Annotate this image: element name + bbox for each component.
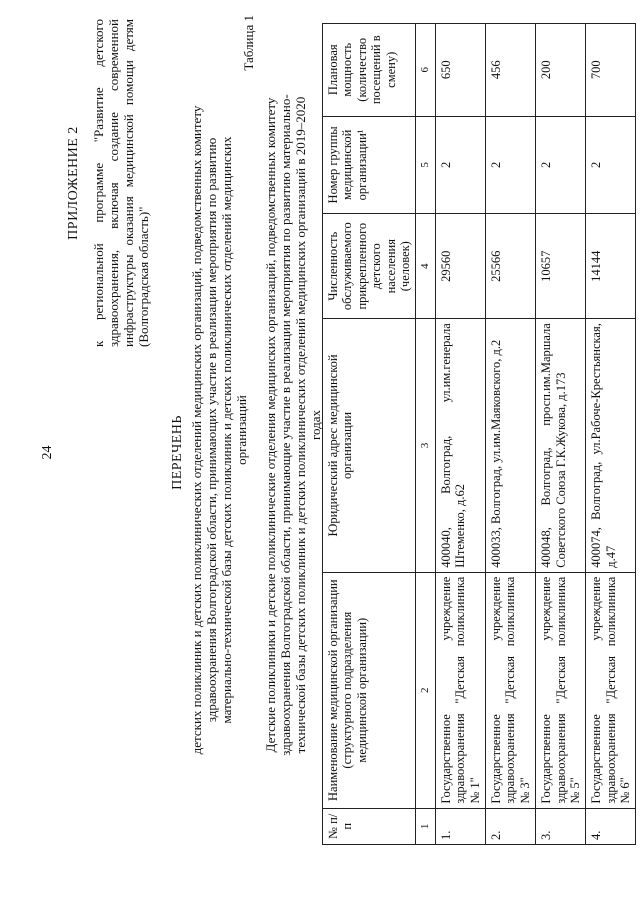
page-number: 24 [40, 445, 55, 460]
column-number: 6 [416, 24, 436, 117]
row-name: Государственное учреждение здравоохранения "Детская поликлиника № 6" [586, 572, 636, 808]
row-num: 2. [486, 808, 536, 844]
table-row [486, 24, 536, 845]
row-capacity: 456 [486, 24, 536, 117]
row-group: 2 [536, 116, 586, 214]
row-capacity: 700 [586, 24, 636, 117]
column-number: 5 [416, 116, 436, 214]
row-address: 400048, Волгоград, просп.им.Маршала Советского Союза Г.К.Жукова, д.173 [536, 319, 586, 573]
organizations-table [322, 23, 636, 845]
table-row [586, 24, 636, 845]
row-capacity: 200 [536, 24, 586, 117]
row-group: 2 [586, 116, 636, 214]
column-number: 1 [416, 808, 436, 844]
row-name: Государственное учреждение здравоохранения "Детская поликлиника № 3" [486, 572, 536, 808]
appendix-text: к региональной программе "Развитие детского здравоохранения, включая создание современной инфраструктуры оказания медицинской помощи детям (Волгоградская область)" [91, 19, 151, 347]
table-label: Таблица 1 [241, 15, 256, 71]
row-population: 29560 [435, 214, 485, 319]
table-row [536, 24, 586, 845]
appendix-title: ПРИЛОЖЕНИЕ 2 [66, 126, 81, 240]
column-number-row [416, 24, 436, 845]
row-group: 2 [435, 116, 485, 214]
list-title: ПЕРЕЧЕНЬ [170, 415, 185, 490]
header-name: Наименование медицинской организации (структурного подразделения медицинской организации) [323, 572, 416, 808]
row-num: 4. [586, 808, 636, 844]
row-name: Государственное учреждение здравоохранения "Детская поликлиника № 1" [435, 572, 485, 808]
column-number: 2 [416, 572, 436, 808]
column-number: 4 [416, 214, 436, 319]
appendix-block [66, 19, 152, 347]
header-group: Номер группы медицинской организации¹ [323, 116, 416, 214]
row-address: 400033, Волгоград, ул.им.Маяковского, д.2 [486, 319, 536, 573]
table-row [435, 24, 485, 845]
row-num: 1. [435, 808, 485, 844]
column-number: 3 [416, 319, 436, 573]
row-population: 14144 [586, 214, 636, 319]
header-capacity: Плановая мощность (количество посещений в смену) [323, 24, 416, 117]
table-header-row [323, 24, 416, 845]
row-group: 2 [486, 116, 536, 214]
list-description: детских поликлиник и детских поликлинических отделений медицинских организаций, подведомственных комитету здравоохранения Волгоградской области, принимающих участие в реализации мероприятия по развитию материально-технической базы детских поликлиник и детских поликлинических отделений медицинских организаций [189, 105, 249, 755]
header-num: № п/п [323, 808, 416, 844]
row-num: 3. [536, 808, 586, 844]
table-caption: Детские поликлиники и детские поликлинические отделения медицинских организаций, подведомственных комитету здравоохранения Волгоградской области, принимающие участие в реализации мероприятия по развитию материально-технической базы детских поликлиник и детских поликлинических отделений медицинских организаций в 2019–2020 годах [263, 94, 323, 756]
header-population: Численность обслуживаемого прикрепленного детского населения (человек) [323, 214, 416, 319]
row-address: 400074, Волгоград, ул.Рабоче-Крестьянская, д.47 [586, 319, 636, 573]
row-population: 10657 [536, 214, 586, 319]
row-name: Государственное учреждение здравоохранения "Детская поликлиника № 5" [536, 572, 586, 808]
row-address: 400040, Волгоград, ул.им.генерала Штеменко, д.62 [435, 319, 485, 573]
header-address: Юридический адрес медицинской организации [323, 319, 416, 573]
row-capacity: 650 [435, 24, 485, 117]
row-population: 25566 [486, 214, 536, 319]
